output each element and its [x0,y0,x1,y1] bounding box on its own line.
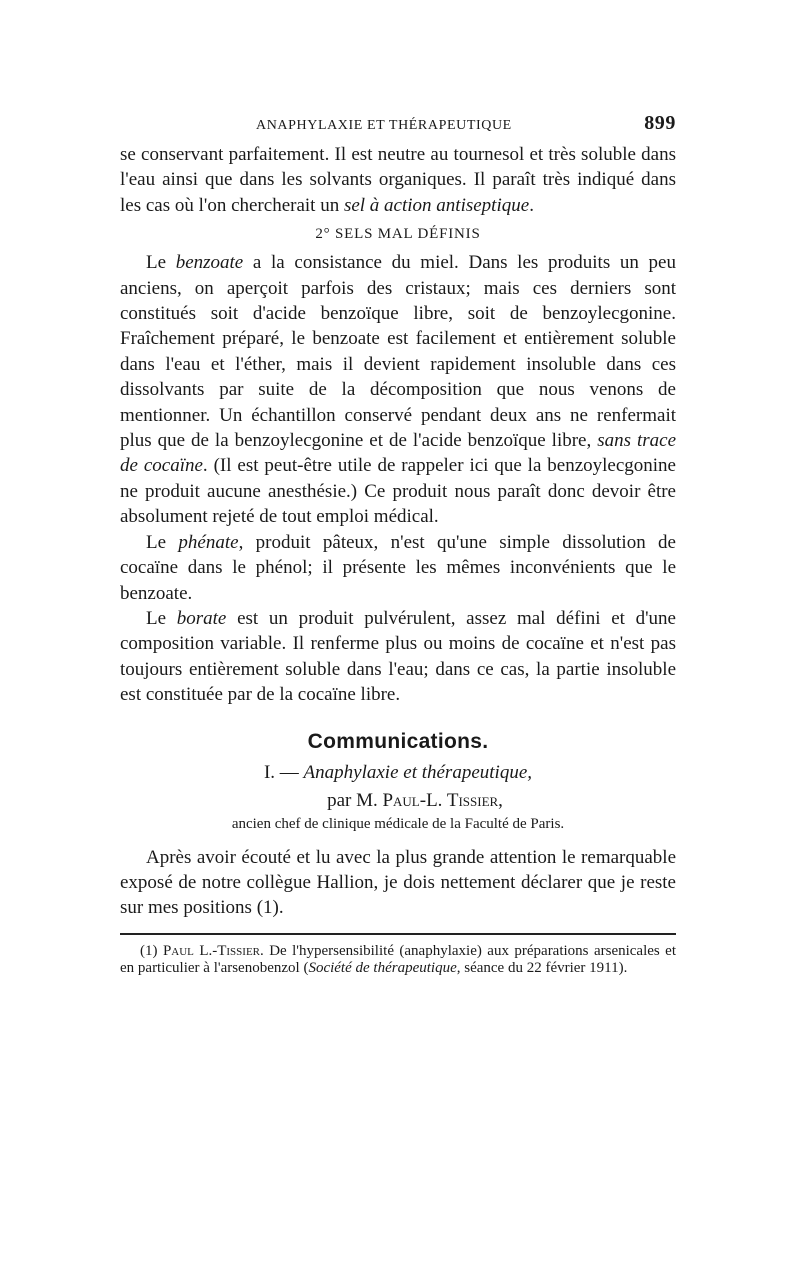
paragraph-phenate: Le phénate, produit pâteux, n'est qu'une simple dissolution de cocaïne dans le phénol; il présente les mêmes inconvénients que le benzoate. [120,531,676,604]
footnote-divider [120,933,676,935]
paragraph-benzoate: Le benzoate a la consistance du miel. Dans les produits un peu anciens, on aperçoit parfois des cristaux; mais ces derniers sont constitués soit d'acide benzoïque libre, soit de benzoylecgonine. Fraîchement préparé, le benzoate est facilement et entièrement soluble dans l'eau et l'éther, mais il devient rapidement insoluble dans ces dissolvants par suite de la décomposition que nous venons de mentionner. Un échantillon conservé pendant deux ans ne renfermait plus que de la benzoylecgonine et de l'acide benzoïque libre, sans trace de cocaïne. (Il est peut-être utile de rappeler ici que la benzoylecgonine ne produit aucune anesthésie.) Ce produit nous paraît donc devoir être absolument rejeté de tout emploi médical. [120,252,677,528]
paragraph-communication-intro: Après avoir écouté et lu avec la plus grande attention le remarquable exposé de notre collègue Hallion, je dois nettement déclarer que je reste sur mes positions (1). [120,846,676,919]
page-number: 899 [644,112,676,134]
book-page [120,108,676,977]
paragraph-end-of-previous-section: se conservant parfaitement. Il est neutre au tournesol et très soluble dans l'eau ainsi que dans les solvants organiques. Il paraît très indiqué dans les cas où l'on chercherait un sel à action antiseptique. [120,144,676,216]
communication-title: I. — Anaphylaxie et thérapeutique, [263,761,533,783]
paragraph-borate: Le borate est un produit pulvérulent, assez mal défini et d'une composition variable. Il renferme plus ou moins de cocaïne et n'est pas toujours entièrement soluble dans l'eau; dans ce cas, la partie insoluble est constituée par de la cocaïne libre. [120,607,676,706]
communications-heading: Communications. [307,729,489,753]
communication-author: par M. Paul-L. Tissier, [327,789,503,811]
author-affiliation: ancien chef de clinique médicale de la Faculté de Paris. [231,815,565,832]
section-heading: 2° SELS MAL DÉFINIS [315,226,481,243]
running-title: ANAPHYLAXIE ET THÉRAPEUTIQUE [256,118,512,133]
running-header [120,108,676,142]
footnote: (1) Paul L.-Tissier. De l'hypersensibilité (anaphylaxie) aux préparations arsenicales et en particulier à l'arsenobenzol (Société de thérapeutique, séance du 22 février 1911). [120,942,677,976]
